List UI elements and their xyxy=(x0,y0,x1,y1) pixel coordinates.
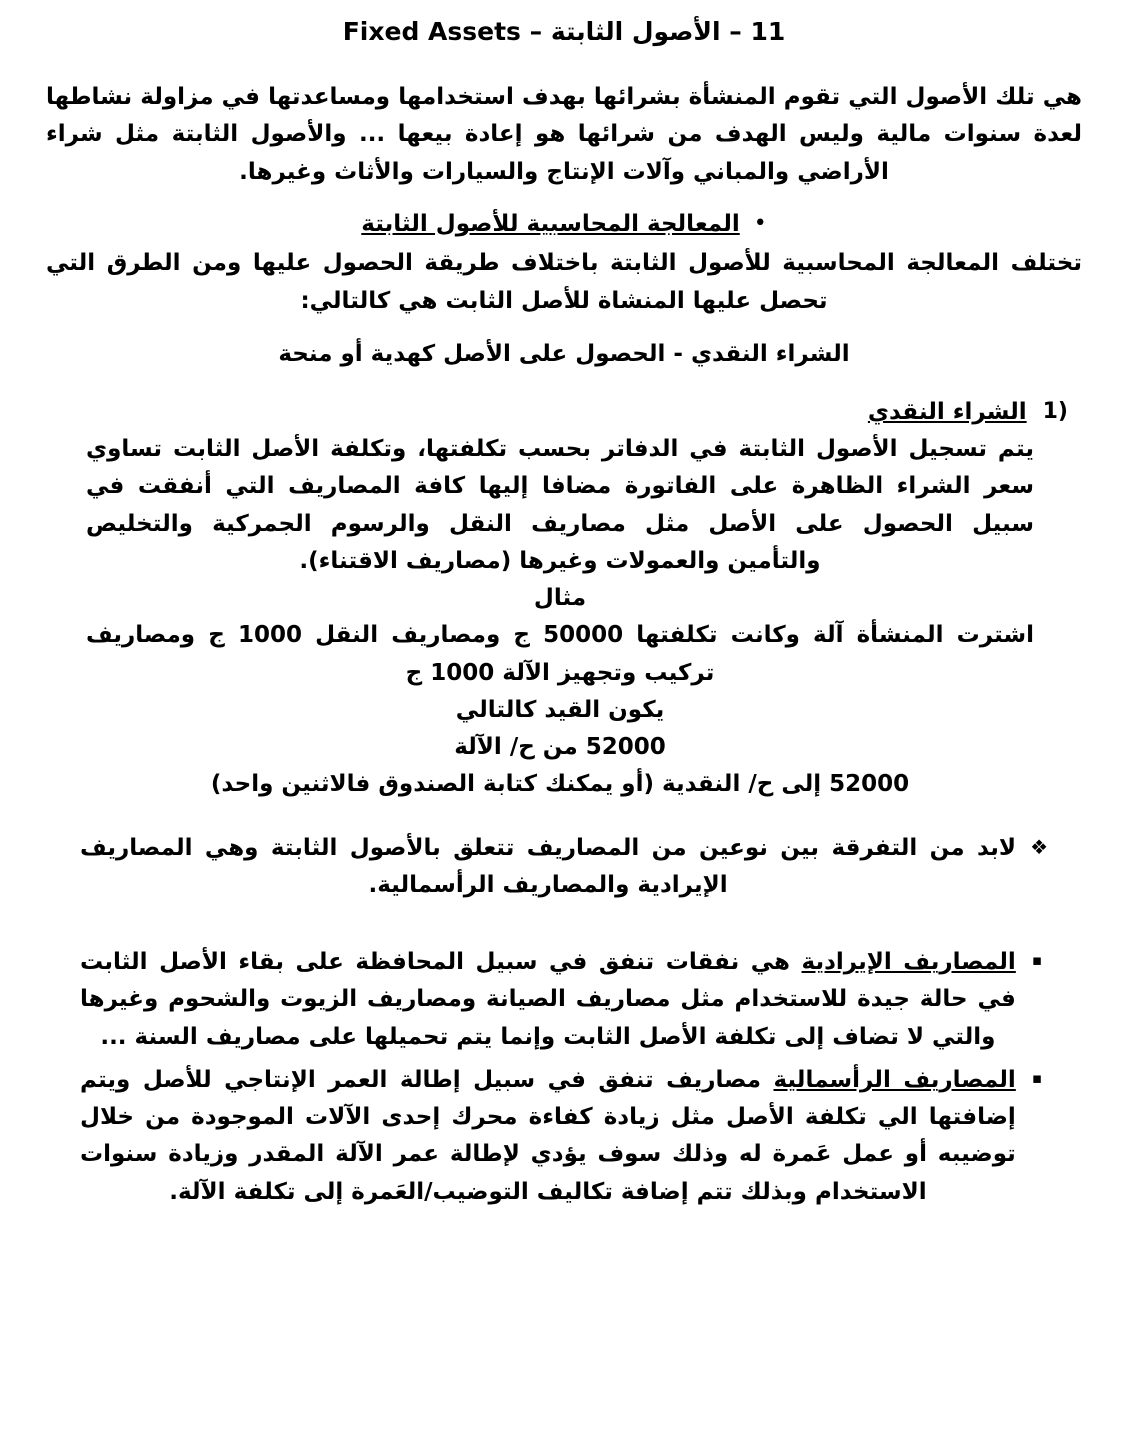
example-body: اشترت المنشأة آلة وكانت تكلفتها 50000 ج ومصاريف النقل 1000 ج ومصاريف تركيب وتجهيز الآلة 1000 ج xyxy=(86,622,1034,686)
capital-expenses-text xyxy=(80,1062,1016,1211)
list-item-capital-expenses xyxy=(46,1062,1082,1211)
bullet-dot-icon: • xyxy=(753,210,767,236)
bullet-accounting-treatment xyxy=(46,207,1082,242)
list-item-revenue-expenses xyxy=(46,944,1082,1056)
list-marker: 1) xyxy=(1042,398,1068,424)
list-item-cash-purchase-heading xyxy=(46,395,1082,430)
cash-purchase-block xyxy=(46,431,1082,804)
entry-line-credit: 52000 إلى ح/ النقدية (أو يمكنك كتابة الصندوق فالاثنين واحد) xyxy=(210,771,910,798)
entry-label: يكون القيد كالتالي xyxy=(455,696,665,723)
revenue-expenses-body: هي نفقات تنفق في سبيل المحافظة على بقاء الأصل الثابت في حالة جيدة للاستخدام مثل مصاريف الصيانة ومصاريف الزيوت والشحوم وغيرها والتي لا تضاف إلى تكلفة الأصل الثابت وإنما يتم تحميلها على مصاريف السنة ... xyxy=(80,949,1016,1050)
cash-purchase-body: يتم تسجيل الأصول الثابتة في الدفاتر بحسب تكلفتها، وتكلفة الأصل الثابت تساوي سعر الشراء الظاهرة على الفاتورة مضافا إليها كافة المصاريف التي أنفقت في سبيل الحصول على الأصل مثل مصاريف النقل والرسوم الجمركية والتخليص والتأمين والعمولات وغيرها (مصاريف الاقتناء). xyxy=(86,436,1034,574)
capital-expenses-label: المصاريف الرأسمالية xyxy=(773,1066,1016,1093)
bullet-label-accounting-treatment: المعالجة المحاسبية للأصول الثابتة xyxy=(361,210,740,237)
journal-entry xyxy=(86,692,1034,804)
cash-purchase-example xyxy=(86,580,1034,617)
page-title: 11 – الأصول الثابتة – Fixed Assets xyxy=(342,17,786,46)
revenue-expenses-label: المصاريف الإيرادية xyxy=(801,949,1016,976)
note-star-row xyxy=(46,830,1082,905)
diamond-star-icon: ❖ xyxy=(1030,834,1048,859)
capital-expenses-body: مصاريف تنفق في سبيل إطالة العمر الإنتاجي للأصل ويتم إضافتها الي تكلفة الأصل مثل زيادة كفاءة محرك إحدى الآلات الموجودة من خلال توضيبه أو عمل عَمرة له وذلك سوف يؤدي لإطالة عمر الآلة المقدر وزيادة سنوات الاستخدام وبذلك تتم إضافة تكاليف التوضيب/العَمرة إلى تكلفة الآلة. xyxy=(80,1066,1016,1205)
revenue-expenses-text xyxy=(80,944,1016,1056)
example-label: مثال xyxy=(533,585,587,612)
list-item-title: الشراء النقدي xyxy=(867,398,1027,425)
square-bullet-icon-2: ▪ xyxy=(1031,1068,1042,1087)
accounting-treatment-body: تختلف المعالجة المحاسبية للأصول الثابتة باختلاف طريقة الحصول عليها ومن الطرق التي تحصل عليها المنشاة للأصل الثابت هي كالتالي: xyxy=(46,250,1082,314)
entry-line-debit: 52000 من ح/ الآلة xyxy=(454,734,666,761)
methods-line: الشراء النقدي - الحصول على الأصل كهدية أو منحة xyxy=(278,340,850,367)
intro-paragraph: هي تلك الأصول التي تقوم المنشأة بشرائها بهدف استخدامها ومساعدتها في مزاولة نشاطها لعدة سنوات مالية وليس الهدف من شرائها هو إعادة بيعها ... والأصول الثابتة مثل شراء الأراضي والمباني وآلات الإنتاج والسيارات والأثاث وغيرها. xyxy=(46,84,1082,185)
note-star-text: لابد من التفرقة بين نوعين من المصاريف تتعلق بالأصول الثابتة وهي المصاريف الإيرادية والمصاريف الرأسمالية. xyxy=(80,834,1017,898)
square-bullet-icon: ▪ xyxy=(1031,951,1042,970)
